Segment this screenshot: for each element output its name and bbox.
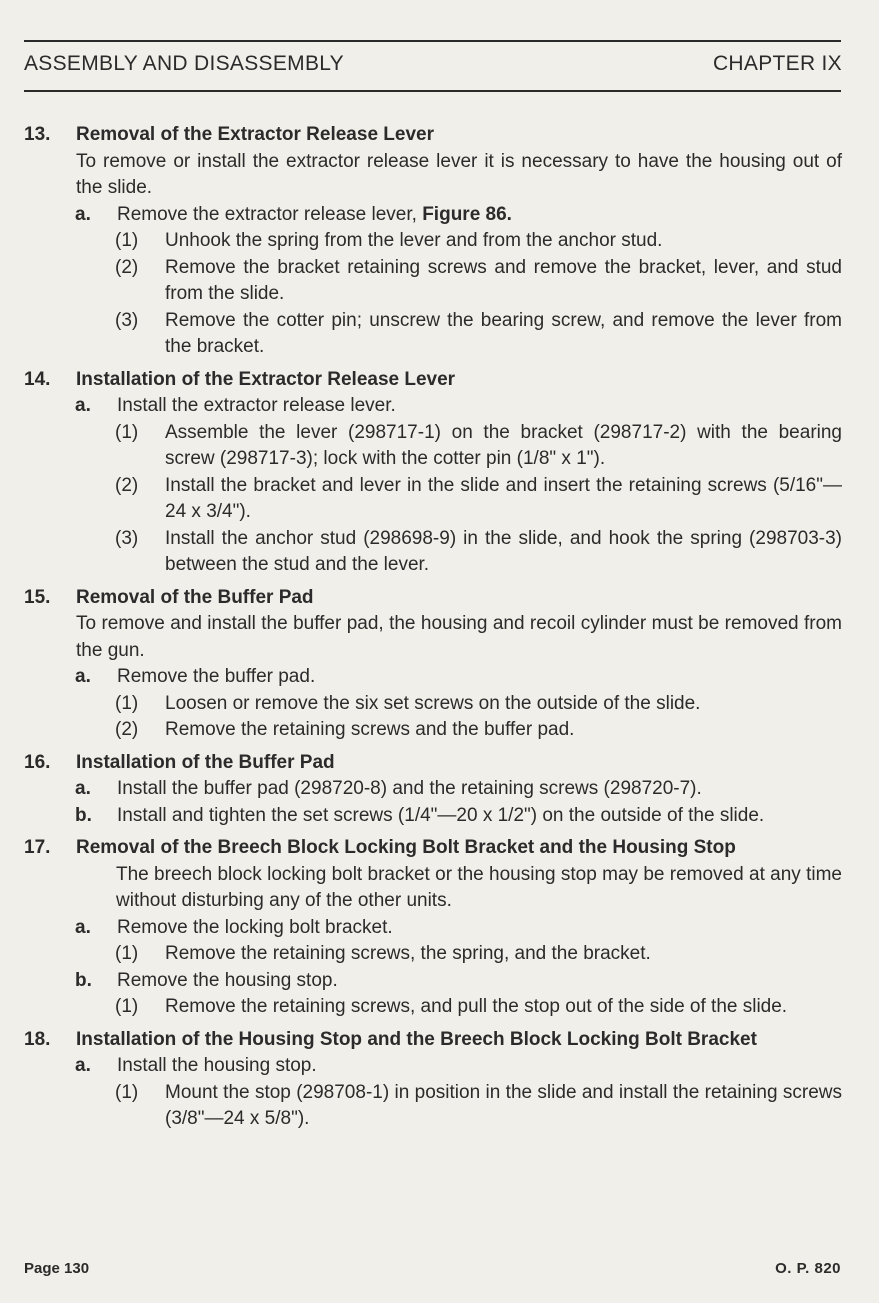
section-title: Removal of the Extractor Release Lever: [76, 124, 434, 145]
step-a: [75, 776, 842, 803]
step-text: Remove the locking bolt bracket.: [117, 916, 393, 938]
substep-label: (1): [115, 1081, 139, 1103]
step-b: [75, 968, 842, 995]
substep-text: Remove the bracket retaining screws and remove the bracket, lever, and stud from the slide.: [165, 256, 842, 304]
substep-label: (2): [115, 256, 139, 278]
section-17: [24, 835, 842, 1021]
substep-text: Unhook the spring from the lever and from the anchor stud.: [165, 230, 663, 251]
publication-number: O. P. 820: [775, 1260, 841, 1277]
step-text: Remove the buffer pad.: [117, 666, 316, 687]
step-a: [75, 393, 842, 420]
step-a: [75, 202, 842, 229]
substep-label: (2): [115, 474, 139, 496]
page-body: [24, 122, 842, 1139]
section-number: 13.: [24, 124, 51, 145]
step-text: Install the buffer pad (298720-8) and the retaining screws (298720-7).: [117, 778, 702, 799]
substep-label: (2): [115, 719, 139, 740]
section-number: 15.: [24, 586, 51, 608]
running-header-chapter: CHAPTER IX: [712, 52, 842, 75]
section-intro: To remove and install the buffer pad, the housing and recoil cylinder must be removed from the gun.: [76, 613, 842, 661]
substep-text: Mount the stop (298708-1) in position in the slide and install the retaining screws (3/8"—24 x 5/8").: [165, 1081, 842, 1129]
step-b: [75, 803, 842, 830]
substep-text: Assemble the lever (298717-1) on the bracket (298717-2) with the bearing screw (298717-3); lock with the cotter pin (1/8" x 1").: [165, 421, 842, 469]
substep-label: (1): [115, 692, 139, 714]
section-14: [24, 367, 842, 579]
substep: [115, 255, 842, 308]
section-16: [24, 750, 842, 830]
section-title: Installation of the Buffer Pad: [76, 751, 335, 773]
header-bottom-rule: [24, 90, 841, 92]
section-number: 14.: [24, 368, 51, 390]
section-number: 17.: [24, 837, 51, 858]
step-text: Install and tighten the set screws (1/4"—20 x 1/2") on the outside of the slide.: [117, 804, 765, 826]
step-text: Remove the extractor release lever,: [117, 203, 423, 225]
section-13: [24, 122, 842, 361]
substep: [115, 1080, 842, 1133]
substep: [115, 228, 842, 255]
substep-text: Remove the retaining screws, and pull the stop out of the side of the slide.: [165, 996, 788, 1017]
substep: [115, 526, 842, 579]
step-a: [75, 664, 842, 691]
substep: [115, 473, 842, 526]
page-number: Page 130: [24, 1260, 90, 1277]
substep-text: Install the bracket and lever in the slide and insert the retaining screws (5/16"—24 x 3/4").: [165, 474, 842, 522]
substep-text: Loosen or remove the six set screws on the outside of the slide.: [165, 692, 701, 714]
substep: [115, 691, 842, 718]
step-label: a.: [75, 1055, 91, 1076]
step-label: a.: [75, 203, 91, 225]
substep-label: (1): [115, 421, 139, 443]
section-intro: To remove or install the extractor release lever it is necessary to have the housing out of the slide.: [76, 150, 842, 198]
section-title: Removal of the Buffer Pad: [76, 586, 314, 608]
running-header-title: ASSEMBLY AND DISASSEMBLY: [24, 52, 344, 75]
header-top-rule: [24, 40, 841, 42]
substep: [115, 308, 842, 361]
step-label: a.: [75, 395, 91, 416]
step-text: Remove the housing stop.: [117, 969, 338, 991]
substep: [115, 994, 842, 1021]
substep: [115, 941, 842, 968]
section-number: 16.: [24, 751, 51, 773]
substep-label: (3): [115, 527, 139, 549]
substep: [115, 420, 842, 473]
substep-label: (3): [115, 309, 139, 331]
step-a: [75, 915, 842, 942]
substep-text: Remove the retaining screws, the spring, and the bracket.: [165, 943, 651, 964]
step-label: a.: [75, 666, 91, 687]
substep-label: (1): [115, 943, 139, 964]
section-15: [24, 585, 842, 744]
substep-text: Install the anchor stud (298698-9) in the slide, and hook the spring (298703-3) between the stud and the lever.: [165, 527, 842, 575]
substep-label: (1): [115, 996, 139, 1017]
substep-text: Remove the cotter pin; unscrew the bearing screw, and remove the lever from the bracket.: [165, 309, 842, 357]
figure-reference: Figure 86.: [422, 203, 512, 225]
section-18: [24, 1027, 842, 1133]
step-label: a.: [75, 778, 91, 799]
section-intro: The breech block locking bolt bracket or the housing stop may be removed at any time without disturbing any of the other units.: [116, 863, 842, 911]
substep: [115, 717, 842, 744]
step-label: b.: [75, 969, 92, 991]
section-title: Installation of the Housing Stop and the Breech Block Locking Bolt Bracket: [76, 1028, 757, 1050]
section-title: Removal of the Breech Block Locking Bolt Bracket and the Housing Stop: [76, 837, 736, 858]
step-text: Install the housing stop.: [117, 1055, 317, 1076]
section-title: Installation of the Extractor Release Lever: [76, 368, 456, 390]
step-label: a.: [75, 916, 91, 938]
step-label: b.: [75, 804, 92, 826]
step-text: Install the extractor release lever.: [117, 395, 396, 416]
substep-label: (1): [115, 230, 139, 251]
substep-text: Remove the retaining screws and the buffer pad.: [165, 719, 575, 740]
step-a: [75, 1053, 842, 1080]
section-number: 18.: [24, 1028, 51, 1050]
